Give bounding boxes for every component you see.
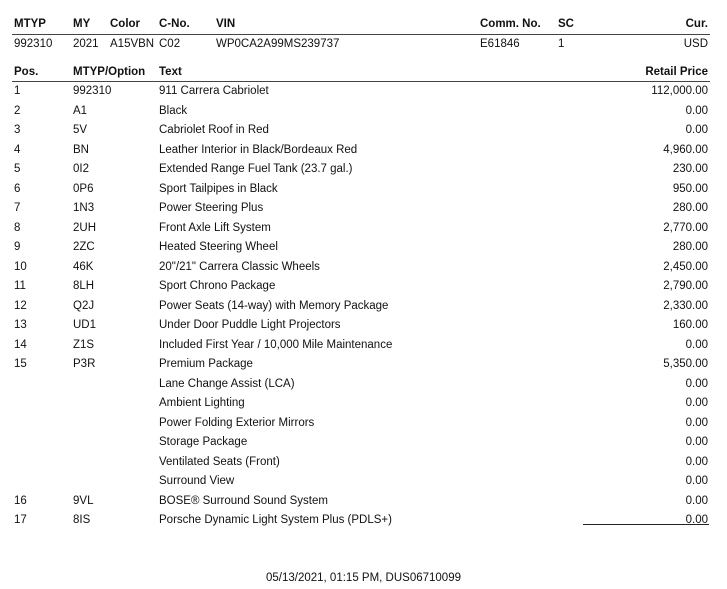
table-row xyxy=(0,183,727,203)
row-text: Black xyxy=(159,104,188,117)
table-row xyxy=(0,124,727,144)
row-code: A1 xyxy=(73,104,88,117)
table-row xyxy=(0,261,727,281)
row-code: 992310 xyxy=(73,85,112,97)
row-pos: 10 xyxy=(14,260,27,273)
row-code: BN xyxy=(73,143,89,156)
row-code: P3R xyxy=(73,358,96,370)
row-price: 0.00 xyxy=(685,416,708,429)
row-code: 46K xyxy=(73,260,94,273)
row-price: 280.00 xyxy=(672,241,708,253)
header-value-cur: USD xyxy=(683,38,708,50)
row-code: 9VL xyxy=(73,494,94,507)
row-price: 0.00 xyxy=(685,377,708,390)
row-code: 1N3 xyxy=(73,202,95,214)
row-code: 8IS xyxy=(73,514,91,526)
header-label-my: MY xyxy=(73,18,91,30)
row-pos: 2 xyxy=(14,104,21,117)
row-code: Q2J xyxy=(73,299,95,312)
row-price: 4,960.00 xyxy=(663,143,708,156)
row-pos: 16 xyxy=(14,494,27,507)
footer-timestamp: 05/13/2021, 01:15 PM, DUS06710099 xyxy=(265,572,461,584)
row-price: 0.00 xyxy=(685,436,708,448)
header-value-my: 2021 xyxy=(73,38,99,50)
header-value-vin: WP0CA2A99MS239737 xyxy=(216,38,340,50)
table-row xyxy=(0,85,727,105)
header-value-sc: 1 xyxy=(558,38,565,50)
table-row xyxy=(0,222,727,242)
row-pos: 6 xyxy=(14,182,21,195)
row-text: 20"/21" Carrera Classic Wheels xyxy=(159,260,320,273)
row-price: 5,350.00 xyxy=(663,358,708,370)
row-pos: 9 xyxy=(14,241,21,253)
row-pos: 4 xyxy=(14,143,21,156)
row-code: 5V xyxy=(73,124,88,136)
row-pos: 14 xyxy=(14,338,27,351)
row-pos: 17 xyxy=(14,514,27,526)
table-row xyxy=(0,319,727,339)
column-header-text: Text xyxy=(159,66,182,78)
row-price: 2,770.00 xyxy=(663,221,708,234)
row-text: Front Axle Lift System xyxy=(159,221,271,234)
row-pos: 7 xyxy=(14,202,21,214)
header-divider xyxy=(12,34,710,35)
column-header-code: MTYP/Option xyxy=(73,66,146,78)
row-text: Power Seats (14-way) with Memory Package xyxy=(159,299,389,312)
row-price: 0.00 xyxy=(685,475,708,487)
table-row xyxy=(0,144,727,164)
subtotal-underline xyxy=(583,524,709,525)
row-price: 2,790.00 xyxy=(663,280,708,292)
row-text: Power Folding Exterior Mirrors xyxy=(159,416,315,429)
row-code: 8LH xyxy=(73,280,95,292)
row-text: Cabriolet Roof in Red xyxy=(159,124,269,136)
column-header-price: Retail Price xyxy=(645,66,708,78)
table-row xyxy=(0,163,727,183)
row-price: 160.00 xyxy=(672,319,708,331)
table-row xyxy=(0,202,727,222)
row-pos: 8 xyxy=(14,221,21,234)
row-price: 280.00 xyxy=(672,202,708,214)
row-pos: 5 xyxy=(14,163,21,175)
row-text: 911 Carrera Cabriolet xyxy=(159,85,269,97)
row-text: Ambient Lighting xyxy=(159,397,245,409)
columns-divider xyxy=(12,81,710,82)
table-row xyxy=(0,495,727,515)
row-text: Surround View xyxy=(159,475,235,487)
row-text: Heated Steering Wheel xyxy=(159,241,278,253)
row-text: Premium Package xyxy=(159,358,253,370)
row-price: 230.00 xyxy=(672,163,708,175)
header-value-mtyp: 992310 xyxy=(14,38,53,50)
row-price: 0.00 xyxy=(685,124,708,136)
row-code: 0P6 xyxy=(73,182,94,195)
table-row xyxy=(0,241,727,261)
row-pos: 13 xyxy=(14,319,27,331)
row-text: Under Door Puddle Light Projectors xyxy=(159,319,341,331)
row-text: Leather Interior in Black/Bordeaux Red xyxy=(159,143,358,156)
row-code: Z1S xyxy=(73,338,95,351)
row-text: Ventilated Seats (Front) xyxy=(159,455,280,468)
row-price: 0.00 xyxy=(685,455,708,468)
row-text: Included First Year / 10,000 Mile Maintenance xyxy=(159,338,393,351)
row-pos: 15 xyxy=(14,358,27,370)
row-price: 112,000.00 xyxy=(651,85,708,97)
table-row xyxy=(0,280,727,300)
header-label-vin: VIN xyxy=(216,18,236,30)
row-price: 0.00 xyxy=(685,338,708,351)
row-pos: 12 xyxy=(14,299,27,312)
table-row xyxy=(0,378,727,398)
row-price: 2,330.00 xyxy=(663,299,708,312)
table-row xyxy=(0,358,727,378)
header-label-comm: Comm. No. xyxy=(480,18,541,30)
header-label-sc: SC xyxy=(558,18,574,30)
row-price: 0.00 xyxy=(685,494,708,507)
table-row xyxy=(0,417,727,437)
header-label-cur: Cur. xyxy=(685,18,708,30)
table-row xyxy=(0,397,727,417)
header-label-cno: C-No. xyxy=(159,18,190,30)
column-header-pos: Pos. xyxy=(14,66,39,78)
table-row xyxy=(0,436,727,456)
row-text: Sport Chrono Package xyxy=(159,280,276,292)
header-value-color: A15VBN xyxy=(110,38,155,50)
row-text: Extended Range Fuel Tank (23.7 gal.) xyxy=(159,163,353,175)
row-pos: 3 xyxy=(14,124,21,136)
table-row xyxy=(0,475,727,495)
table-row xyxy=(0,339,727,359)
row-text: BOSE® Surround Sound System xyxy=(159,494,328,507)
header-label-color: Color xyxy=(110,18,141,30)
row-code: 0I2 xyxy=(73,163,89,175)
row-pos: 11 xyxy=(14,280,26,292)
header-label-mtyp: MTYP xyxy=(14,18,46,30)
table-row xyxy=(0,456,727,476)
row-text: Lane Change Assist (LCA) xyxy=(159,377,295,390)
row-text: Sport Tailpipes in Black xyxy=(159,182,278,195)
row-price: 950.00 xyxy=(672,182,708,195)
row-price: 0.00 xyxy=(685,397,708,409)
row-price: 0.00 xyxy=(685,514,708,526)
row-text: Storage Package xyxy=(159,436,248,448)
row-text: Power Steering Plus xyxy=(159,202,264,214)
row-code: 2UH xyxy=(73,221,97,234)
row-pos: 1 xyxy=(14,85,21,97)
row-code: UD1 xyxy=(73,319,97,331)
table-row xyxy=(0,300,727,320)
header-value-comm: E61846 xyxy=(480,38,520,50)
row-price: 2,450.00 xyxy=(663,260,708,273)
row-code: 2ZC xyxy=(73,241,95,253)
table-row xyxy=(0,105,727,125)
row-price: 0.00 xyxy=(685,104,708,117)
header-value-cno: C02 xyxy=(159,38,181,50)
row-text: Porsche Dynamic Light System Plus (PDLS+) xyxy=(159,514,392,526)
